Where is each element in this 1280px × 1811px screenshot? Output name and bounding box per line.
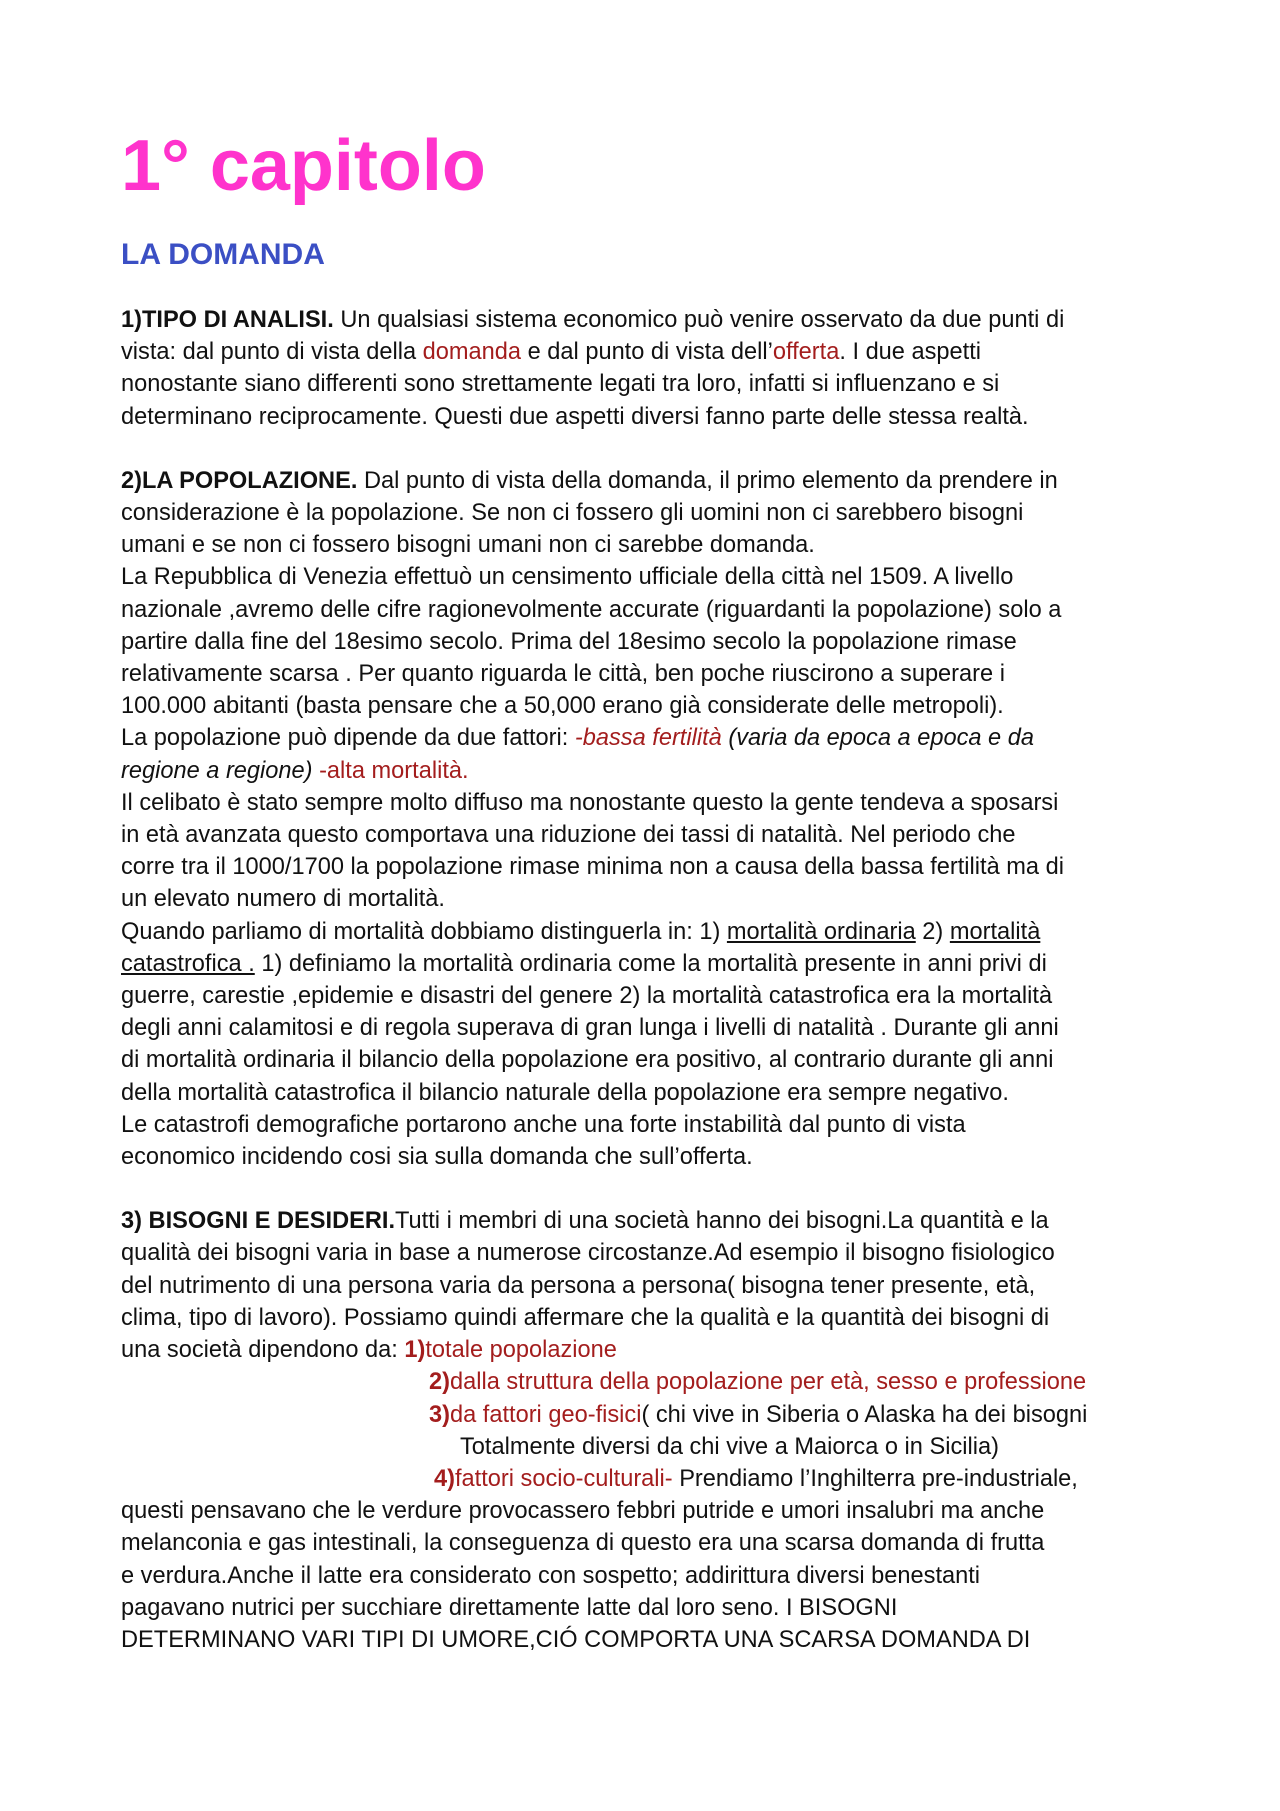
paragraph-line: Totalmente diversi da chi vive a Maiorca o in Sicilia): [460, 1433, 999, 1460]
paragraph-line: qualità dei bisogni varia in base a numerose circostanze.Ad esempio il bisogno fisiologico: [121, 1240, 1055, 1267]
underlined-term: mortalità: [949, 918, 1041, 945]
document-body: [121, 304, 1181, 1656]
highlight-term: da fattori geo-fisici: [449, 1401, 642, 1428]
paragraph-line: corre tra il 1000/1700 la popolazione rimase minima non a causa della bassa fertilità ma di: [121, 854, 1064, 881]
highlight-term: offerta: [772, 339, 840, 366]
highlight-term: fattori socio-culturali-: [454, 1465, 673, 1492]
paragraph-line: DETERMINANO VARI TIPI DI UMORE,CIÓ COMPORTA UNA SCARSA DOMANDA DI: [121, 1626, 1031, 1653]
paragraph-line: e verdura.Anche il latte era considerato con sospetto; addirittura diversi benestanti: [121, 1562, 981, 1589]
text-run: 2): [915, 918, 950, 945]
underlined-term: mortalità ordinaria: [726, 918, 916, 945]
text-run: Dal punto di vista della domanda, il primo elemento da prendere in: [357, 467, 1058, 494]
list-number: 2): [429, 1369, 450, 1396]
paragraph-line: [121, 336, 1181, 368]
text-run: 1) definiamo la mortalità ordinaria come la mortalità presente in anni privi di: [254, 950, 1047, 977]
section-heading: 3) BISOGNI E DESIDERI.: [121, 1208, 396, 1235]
text-run: e dal punto di vista dell’: [521, 339, 773, 366]
section-heading: 2)LA POPOLAZIONE.: [121, 467, 358, 494]
paragraph-line: Il celibato è stato sempre molto diffuso ma nonostante questo la gente tendeva a sposarsi: [121, 789, 1059, 816]
text-run: Un qualsiasi sistema economico può venire osservato da due punti di: [333, 307, 1065, 333]
text-run: Prendiamo l’Inghilterra pre-industriale,: [672, 1465, 1078, 1492]
paragraph-gap: [121, 433, 1181, 465]
paragraph-line: partire dalla fine del 18esimo secolo. Prima del 18esimo secolo la popolazione rimase: [121, 628, 1017, 655]
paragraph-line: pagavano nutrici per succhiare direttamente latte dal loro seno. I BISOGNI: [121, 1594, 898, 1621]
highlight-term: totale popolazione: [425, 1337, 617, 1364]
paragraph-line: relativamente scarsa . Per quanto riguarda le città, ben poche riuscirono a superare i: [121, 661, 1005, 688]
paragraph-line: [121, 1366, 1181, 1398]
paragraph-line: melanconia e gas intestinali, la conseguenza di questo era una scarsa domanda di frutta: [121, 1530, 1045, 1557]
paragraph-line: determinano reciprocamente. Questi due aspetti diversi fanno parte delle stessa realtà.: [121, 403, 1029, 430]
paragraph-line: [121, 1463, 1181, 1495]
paragraph-line: un elevato numero di mortalità.: [121, 886, 445, 913]
paragraph-line: degli anni calamitosi e di regola superava di gran lunga i livelli di natalità . Durante gli anni: [121, 1015, 1059, 1042]
paragraph-line: 100.000 abitanti (basta pensare che a 50,000 erano già considerate delle metropoli).: [121, 693, 1004, 720]
paragraph-line: del nutrimento di una persona varia da persona a persona( bisogna tener presente, età,: [121, 1272, 1036, 1299]
list-number: 1): [404, 1337, 426, 1364]
paragraph-line: guerre, carestie ,epidemie e disastri del genere 2) la mortalità catastrofica era la mortalità: [121, 983, 1053, 1010]
list-number: 3): [429, 1401, 450, 1428]
text-run: . I due aspetti: [839, 339, 981, 366]
section-title: LA DOMANDA: [121, 238, 325, 271]
section-heading: 1)TIPO DI ANALISI.: [121, 307, 334, 333]
text-run: La popolazione può dipende da due fattori:: [121, 725, 575, 752]
page-title: 1° capitolo: [121, 126, 486, 206]
paragraph-line: [121, 948, 1181, 980]
underlined-term: catastrofica .: [121, 950, 255, 977]
text-run: Tutti i membri di una società hanno dei bisogni.La quantità e la: [395, 1208, 1049, 1235]
paragraph-line: [121, 465, 1181, 497]
text-run: una società dipendono da:: [121, 1337, 405, 1364]
paragraph-line: considerazione è la popolazione. Se non ci fossero gli uomini non ci sarebbero bisogni: [121, 500, 1024, 527]
paragraph-line: della mortalità catastrofica il bilancio naturale della popolazione era sempre negativo.: [121, 1079, 1009, 1106]
text-run: regione a regione): [121, 757, 313, 784]
highlight-term: domanda: [422, 339, 522, 366]
paragraph-line: [121, 916, 1181, 948]
paragraph-line: Le catastrofi demografiche portarono anche una forte instabilità dal punto di vista: [121, 1111, 966, 1138]
text-run: ( chi vive in Siberia o Alaska ha dei bisogni: [641, 1401, 1088, 1428]
highlight-term: -bassa fertilità: [574, 725, 722, 752]
list-number: 4): [434, 1465, 455, 1492]
paragraph-line: [121, 1399, 1181, 1431]
paragraph-line: economico incidendo cosi sia sulla domanda che sull’offerta.: [121, 1144, 753, 1171]
text-run: (varia da epoca a epoca e da: [721, 725, 1034, 752]
paragraph-line: di mortalità ordinaria il bilancio della popolazione era positivo, al contrario durante gli anni: [121, 1047, 1054, 1074]
highlight-term: dalla struttura della popolazione per età, sesso e professione: [449, 1369, 1087, 1396]
text-run: vista: dal punto di vista della: [121, 339, 423, 366]
paragraph-line: [121, 755, 1181, 787]
paragraph-line: [121, 1205, 1181, 1237]
paragraph-line: [121, 304, 1181, 336]
paragraph-line: [121, 722, 1181, 754]
paragraph-line: nazionale ,avremo delle cifre ragionevolmente accurate (riguardanti la popolazione) solo a: [121, 596, 1062, 623]
paragraph-line: clima, tipo di lavoro). Possiamo quindi affermare che la qualità e la quantità dei bisogni di: [121, 1304, 1050, 1331]
paragraph-gap: [121, 1173, 1181, 1205]
highlight-term: -alta mortalità.: [312, 757, 469, 784]
paragraph-line: [121, 1334, 1181, 1366]
paragraph-line: nonostante siano differenti sono strettamente legati tra loro, infatti si influenzano e si: [121, 371, 1000, 398]
paragraph-line: umani e se non ci fossero bisogni umani non ci sarebbe domanda.: [121, 532, 815, 559]
paragraph-line: La Repubblica di Venezia effettuò un censimento ufficiale della città nel 1509. A livello: [121, 564, 1014, 591]
paragraph-line: in età avanzata questo comportava una riduzione dei tassi di natalità. Nel periodo che: [121, 822, 1016, 849]
text-run: Quando parliamo di mortalità dobbiamo distinguerla in: 1): [121, 918, 727, 945]
paragraph-line: questi pensavano che le verdure provocassero febbri putride e umori insalubri ma anche: [121, 1498, 1045, 1525]
